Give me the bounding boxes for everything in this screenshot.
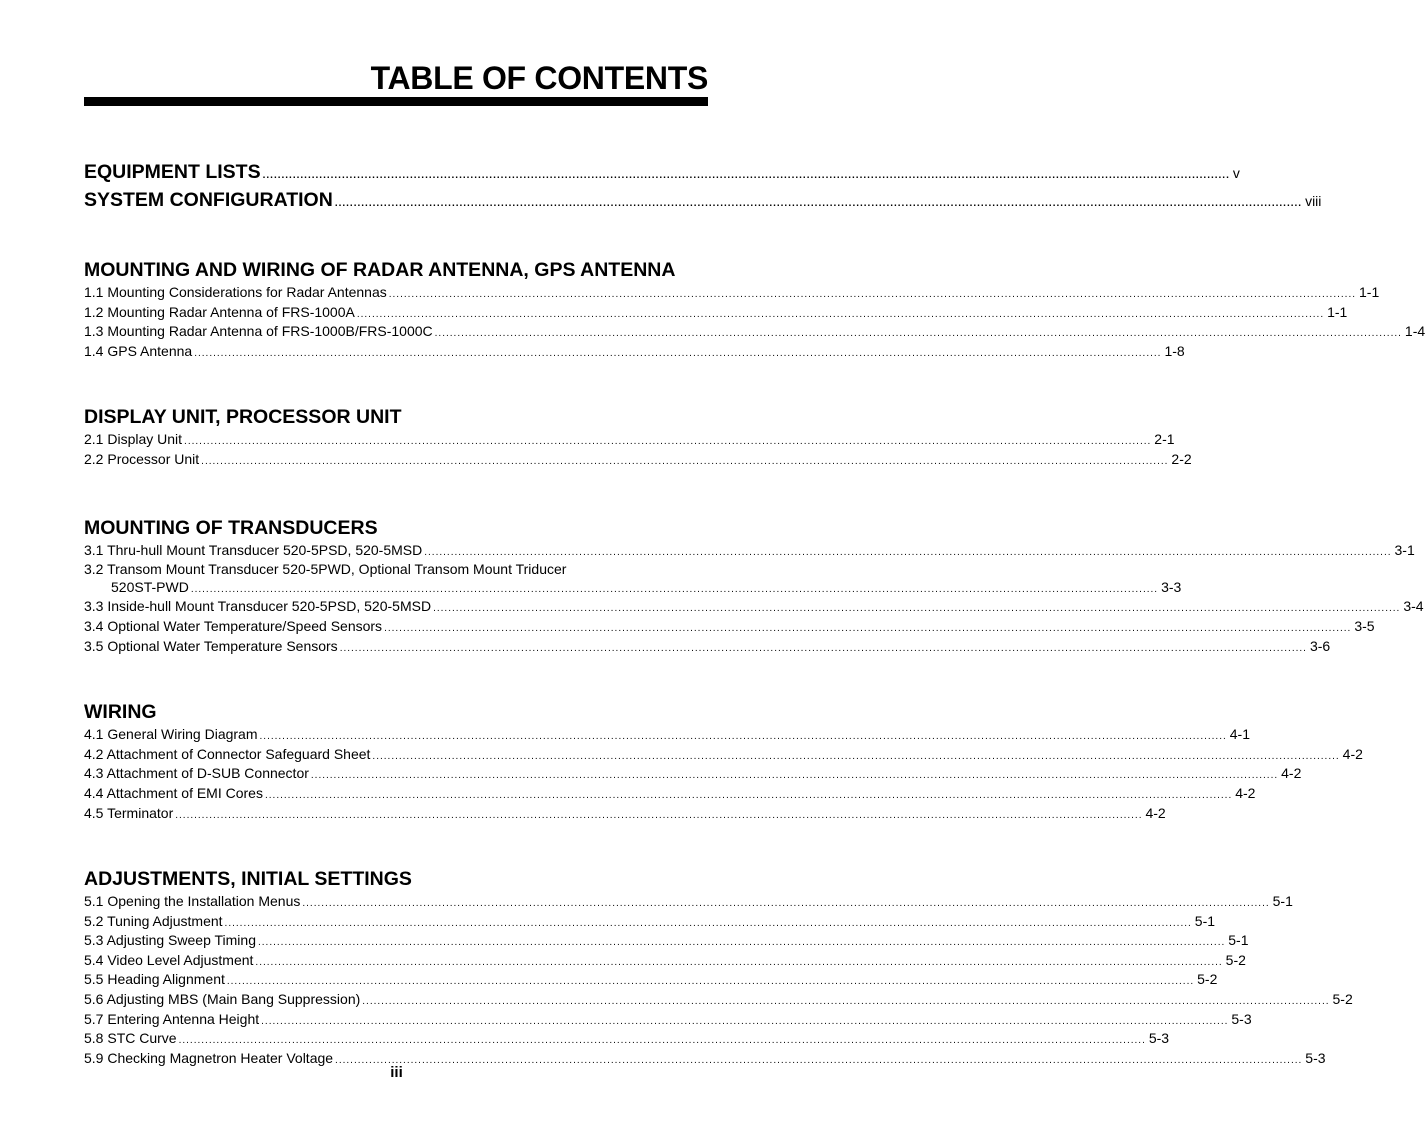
toc-entry[interactable] xyxy=(84,431,1175,451)
title-rule xyxy=(84,97,708,106)
toc-entry[interactable] xyxy=(84,617,1375,638)
dot-leader: ................................................................................................................................................................................................................................................................ xyxy=(261,1015,1229,1027)
toc-entry-page: 3-1 xyxy=(1394,541,1415,558)
dot-leader: ................................................................................................................................................................................................................................................................ xyxy=(262,170,1230,181)
toc-entry-label: 5.5 Heading Alignment xyxy=(84,971,225,988)
section-heading: MOUNTING AND WIRING OF RADAR ANTENNA, GPS ANTENNA xyxy=(84,259,676,281)
toc-entry-page: 4-2 xyxy=(1145,804,1166,821)
dot-leader: ................................................................................................................................................................................................................................................................ xyxy=(226,976,1195,988)
section-heading: WIRING xyxy=(84,701,157,724)
toc-entry-label: 1.3 Mounting Radar Antenna of FRS-1000B/FRS-1000C xyxy=(84,323,433,340)
toc-entry-label: 1.2 Mounting Radar Antenna of FRS-1000A xyxy=(84,303,355,320)
toc-section-5 xyxy=(84,867,1353,1069)
toc-entry-label: 4.5 Terminator xyxy=(84,804,174,821)
toc-entry-continuation-row xyxy=(84,578,1182,599)
toc-entry-label: 2.1 Display Unit xyxy=(84,431,183,448)
toc-entry-label: EQUIPMENT LISTS xyxy=(84,161,261,183)
footer-page-number: iii xyxy=(390,1064,403,1081)
toc-entry[interactable] xyxy=(84,951,1246,972)
toc-entry-label: 3.5 Optional Water Temperature Sensors xyxy=(84,637,338,654)
toc-entry-label: 4.4 Attachment of EMI Cores xyxy=(84,784,263,801)
toc-entry-label: 5.3 Adjusting Sweep Timing xyxy=(84,932,256,949)
dot-leader: ................................................................................................................................................................................................................................................................ xyxy=(224,917,1192,929)
toc-entry[interactable] xyxy=(84,893,1293,913)
dot-leader: ................................................................................................................................................................................................................................................................ xyxy=(335,1054,1303,1066)
toc-entry-page: 4-1 xyxy=(1229,726,1250,743)
toc-entry-label: 4.1 General Wiring Diagram xyxy=(84,726,258,743)
toc-entry-page: 4-2 xyxy=(1342,745,1363,762)
section-heading: ADJUSTMENTS, INITIAL SETTINGS xyxy=(84,868,412,891)
toc-entry-label: 4.3 Attachment of D-SUB Connector xyxy=(84,765,309,782)
toc-entry[interactable] xyxy=(84,637,1331,658)
toc-entry-page: 3-6 xyxy=(1309,637,1331,654)
dot-leader: ................................................................................................................................................................................................................................................................ xyxy=(194,347,1162,359)
toc-entry-page: 4-2 xyxy=(1281,765,1302,782)
dot-leader: ................................................................................................................................................................................................................................................................ xyxy=(388,289,1356,300)
toc-entry-label: 5.2 Tuning Adjustment xyxy=(84,912,223,929)
dot-leader: ................................................................................................................................................................................................................................................................ xyxy=(424,546,1392,558)
toc-entry[interactable] xyxy=(84,323,1425,343)
section-heading: DISPLAY UNIT, PROCESSOR UNIT xyxy=(84,406,402,429)
dot-leader: ................................................................................................................................................................................................................................................................ xyxy=(384,622,1352,634)
toc-entry-label: 3.1 Thru-hull Mount Transducer 520-5PSD, 520-5MSD xyxy=(84,541,423,558)
dot-leader: ................................................................................................................................................................................................................................................................ xyxy=(255,956,1223,968)
toc-entry[interactable] xyxy=(84,991,1353,1011)
toc-entry-page: 3-3 xyxy=(1161,578,1182,595)
toc-entry[interactable] xyxy=(84,912,1216,933)
toc-entry-page: 1-4 xyxy=(1404,323,1425,340)
dot-leader: ................................................................................................................................................................................................................................................................ xyxy=(258,937,1226,949)
dot-leader: ................................................................................................................................................................................................................................................................ xyxy=(434,328,1402,340)
dot-leader: ................................................................................................................................................................................................................................................................ xyxy=(356,308,1325,320)
dot-leader: ................................................................................................................................................................................................................................................................ xyxy=(339,642,1307,654)
toc-entry[interactable] xyxy=(84,932,1249,952)
toc-entry-label: 3.3 Inside-hull Mount Transducer 520-5PSD, 520-5MSD xyxy=(84,598,432,615)
toc-section-4 xyxy=(84,700,1363,824)
page-title: TABLE OF CONTENTS xyxy=(370,60,708,96)
toc-entry[interactable] xyxy=(84,450,1192,471)
toc-entry-page: 5-3 xyxy=(1305,1049,1326,1066)
dot-leader: ................................................................................................................................................................................................................................................................ xyxy=(201,455,1169,467)
dot-leader: ................................................................................................................................................................................................................................................................ xyxy=(302,898,1270,910)
dot-leader: ................................................................................................................................................................................................................................................................ xyxy=(310,770,1279,782)
toc-entry[interactable] xyxy=(84,804,1166,825)
toc-entry-page: 4-2 xyxy=(1235,784,1256,801)
toc-entry-equipment-lists[interactable] xyxy=(84,160,1240,188)
toc-entry-page: 1-1 xyxy=(1359,284,1380,300)
toc-entry-label: 1.4 GPS Antenna xyxy=(84,342,193,359)
toc-entry[interactable] xyxy=(84,971,1218,991)
toc-entry-page: 3-4 xyxy=(1403,598,1424,615)
toc-entry[interactable] xyxy=(84,303,1348,324)
toc-entry-label: 5.9 Checking Magnetron Heater Voltage xyxy=(84,1049,334,1066)
toc-entry-page: 2-1 xyxy=(1154,431,1175,448)
toc-entry-label: 5.8 STC Curve xyxy=(84,1030,177,1047)
toc-entry-continuation: 520ST-PWD xyxy=(111,578,189,595)
toc-entry-label: 5.7 Entering Antenna Height xyxy=(84,1010,260,1027)
toc-section-1 xyxy=(84,258,1425,362)
toc-entry-multiline[interactable] xyxy=(84,561,1182,598)
toc-entry-label: 2.2 Processor Unit xyxy=(84,450,200,467)
toc-entry-page: 1-8 xyxy=(1164,342,1185,359)
dot-leader: ................................................................................................................................................................................................................................................................ xyxy=(264,789,1233,801)
toc-entry[interactable] xyxy=(84,1010,1252,1031)
toc-section-2 xyxy=(84,405,1192,470)
toc-entry-page: 5-1 xyxy=(1228,932,1249,949)
toc-entry-page: 5-2 xyxy=(1225,951,1246,968)
section-heading: MOUNTING OF TRANSDUCERS xyxy=(84,516,378,539)
toc-entry-page: 2-2 xyxy=(1171,450,1192,467)
toc-entry-page: v xyxy=(1232,165,1240,181)
dot-leader: ................................................................................................................................................................................................................................................................ xyxy=(175,809,1143,821)
toc-entry-page: 3-5 xyxy=(1354,617,1375,634)
toc-entry[interactable] xyxy=(84,726,1250,746)
dot-leader: ................................................................................................................................................................................................................................................................ xyxy=(334,198,1303,209)
toc-entry[interactable] xyxy=(84,745,1363,766)
dot-leader: ................................................................................................................................................................................................................................................................ xyxy=(259,731,1227,743)
toc-entry-page: 5-1 xyxy=(1272,893,1293,910)
toc-entry-label: 1.1 Mounting Considerations for Radar Antennas xyxy=(84,284,387,300)
toc-entry-page: 5-2 xyxy=(1332,991,1353,1008)
toc-entry-system-configuration[interactable] xyxy=(84,188,1322,216)
toc-entry-label: 5.6 Adjusting MBS (Main Bang Suppression) xyxy=(84,991,361,1008)
toc-entry-label: 4.2 Attachment of Connector Safeguard Sheet xyxy=(84,745,371,762)
toc-entry-page: 1-1 xyxy=(1327,303,1348,320)
toc-entry-page: 5-3 xyxy=(1231,1010,1252,1027)
toc-entry-label: 5.1 Opening the Installation Menus xyxy=(84,893,301,910)
dot-leader: ................................................................................................................................................................................................................................................................ xyxy=(190,583,1159,595)
toc-entry-label: 5.4 Video Level Adjustment xyxy=(84,951,254,968)
toc-entry[interactable] xyxy=(84,784,1256,805)
toc-entry[interactable] xyxy=(84,765,1302,785)
top-entries xyxy=(84,160,1322,216)
toc-entry[interactable] xyxy=(84,342,1185,363)
table-of-contents xyxy=(84,160,1425,1069)
dot-leader: ................................................................................................................................................................................................................................................................ xyxy=(178,1035,1146,1047)
toc-entry-label: SYSTEM CONFIGURATION xyxy=(84,189,333,211)
dot-leader: ................................................................................................................................................................................................................................................................ xyxy=(362,996,1330,1008)
toc-entry-page: 5-3 xyxy=(1148,1030,1170,1047)
toc-entry-page: 5-2 xyxy=(1197,971,1218,988)
toc-entry[interactable] xyxy=(84,541,1415,562)
toc-entry[interactable] xyxy=(84,598,1424,618)
toc-entry-label: 3.2 Transom Mount Transducer 520-5PWD, Optional Transom Mount Triducer xyxy=(84,561,567,578)
toc-entry[interactable] xyxy=(84,1030,1170,1050)
toc-entry-page: 5-1 xyxy=(1194,912,1216,929)
dot-leader: ................................................................................................................................................................................................................................................................ xyxy=(372,750,1340,762)
dot-leader: ................................................................................................................................................................................................................................................................ xyxy=(184,436,1152,448)
toc-entry-label: 3.4 Optional Water Temperature/Speed Sensors xyxy=(84,617,383,634)
toc-entry[interactable] xyxy=(84,284,1380,304)
toc-section-3 xyxy=(84,516,1424,658)
dot-leader: ................................................................................................................................................................................................................................................................ xyxy=(433,603,1401,615)
toc-entry-page: viii xyxy=(1305,193,1322,209)
